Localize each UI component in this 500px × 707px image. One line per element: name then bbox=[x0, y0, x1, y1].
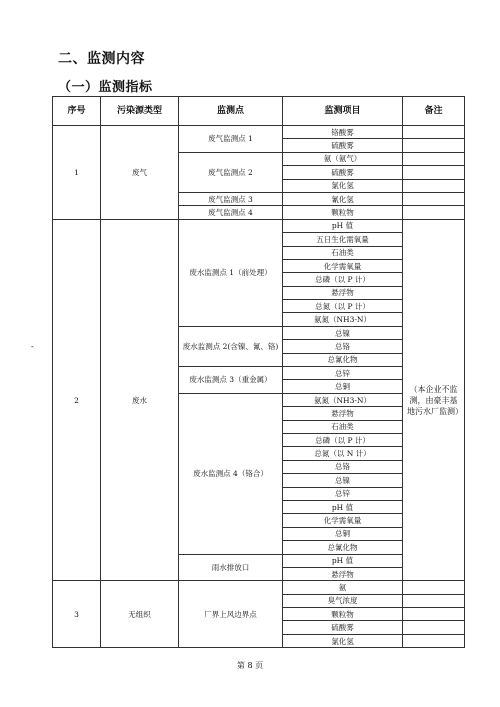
monitoring-item: pH 值 bbox=[283, 500, 403, 513]
monitoring-item: 总镍 bbox=[283, 474, 403, 487]
monitoring-item: 氯化氢 bbox=[283, 179, 403, 192]
monitoring-item: 石油类 bbox=[283, 420, 403, 433]
page-footer: 第 8 页 bbox=[236, 661, 264, 670]
pollution-source-type: 废气 bbox=[101, 126, 179, 220]
monitoring-point: 废气监测点 3 bbox=[179, 192, 283, 205]
monitoring-item: 氨 bbox=[283, 581, 403, 594]
monitoring-item: 总氮（以 P 计） bbox=[283, 300, 403, 313]
monitoring-item: 颗粒物 bbox=[283, 608, 403, 621]
monitoring-item: 总铬 bbox=[283, 460, 403, 473]
monitoring-point: 废气监测点 1 bbox=[179, 126, 283, 153]
monitoring-item: 总磷（以 P 计） bbox=[283, 273, 403, 286]
monitoring-point: 雨水排放口 bbox=[179, 554, 283, 581]
remark-empty bbox=[403, 594, 465, 607]
monitoring-item: 氯化氢 bbox=[283, 634, 403, 647]
monitoring-point: 废水监测点 2(含镍、氰、铬) bbox=[179, 326, 283, 366]
monitoring-point: 厂界上风边界点 bbox=[179, 581, 283, 648]
header-no: 序号 bbox=[53, 97, 101, 126]
monitoring-item: 悬浮物 bbox=[283, 407, 403, 420]
section-title: 二、监测内容 bbox=[58, 51, 145, 67]
monitoring-item: 化学需氧量 bbox=[283, 514, 403, 527]
monitoring-item: 总铬 bbox=[283, 340, 403, 353]
table-header-row bbox=[53, 97, 465, 126]
monitoring-point: 废气监测点 2 bbox=[179, 152, 283, 192]
header-monitoring-point: 监测点 bbox=[179, 97, 283, 126]
remark-empty bbox=[403, 192, 465, 205]
remark-empty bbox=[403, 126, 465, 139]
monitoring-item: 悬浮物 bbox=[283, 567, 403, 580]
remark-empty bbox=[403, 621, 465, 634]
monitoring-point: 废水监测点 3（重金属） bbox=[179, 367, 283, 394]
monitoring-item: 硫酸雾 bbox=[283, 621, 403, 634]
remark-empty bbox=[403, 634, 465, 647]
monitoring-item: 氨氮（NH3-N） bbox=[283, 393, 403, 406]
remark-empty bbox=[403, 152, 465, 165]
monitoring-item: 总铜 bbox=[283, 380, 403, 393]
monitoring-item: 总锌 bbox=[283, 367, 403, 380]
monitoring-item: pH 值 bbox=[283, 219, 403, 232]
monitoring-item: 五日生化需氧量 bbox=[283, 233, 403, 246]
remark-empty bbox=[403, 206, 465, 219]
monitoring-item: 总铜 bbox=[283, 527, 403, 540]
monitoring-item: 氨（氨气） bbox=[283, 152, 403, 165]
table-row bbox=[53, 581, 465, 594]
remark-empty bbox=[403, 608, 465, 621]
remark-empty bbox=[403, 139, 465, 152]
monitoring-item: 悬浮物 bbox=[283, 286, 403, 299]
group-number: 3 bbox=[53, 581, 101, 648]
monitoring-item: 总锌 bbox=[283, 487, 403, 500]
monitoring-item: 总氰化物 bbox=[283, 353, 403, 366]
header-remark: 备注 bbox=[403, 97, 465, 126]
monitoring-item: 总氰化物 bbox=[283, 541, 403, 554]
pollution-source-type: 废水 bbox=[101, 219, 179, 581]
monitoring-item: pH 值 bbox=[283, 554, 403, 567]
monitoring-item: 硫酸雾 bbox=[283, 139, 403, 152]
monitoring-item: 化学需氧量 bbox=[283, 259, 403, 272]
remark-empty bbox=[403, 581, 465, 594]
group-number: 1 bbox=[53, 126, 101, 220]
pollution-source-type: 无组织 bbox=[101, 581, 179, 648]
subsection-title: （一）监测指标 bbox=[58, 80, 153, 95]
remark-empty bbox=[403, 179, 465, 192]
monitoring-item: 颗粒物 bbox=[283, 206, 403, 219]
monitoring-item: 总氮（以 N 计） bbox=[283, 447, 403, 460]
header-source-type: 污染源类型 bbox=[101, 97, 179, 126]
group-number: 2 bbox=[53, 219, 101, 581]
monitoring-indicators-table bbox=[52, 96, 465, 648]
monitoring-item: 硫酸雾 bbox=[283, 166, 403, 179]
monitoring-item: 总镍 bbox=[283, 326, 403, 339]
monitoring-item: 总磷（以 P 计） bbox=[283, 433, 403, 446]
monitoring-item: 铬酸雾 bbox=[283, 126, 403, 139]
table-body bbox=[53, 126, 465, 648]
remark-empty bbox=[403, 166, 465, 179]
monitoring-point: 废水监测点 4（铬合） bbox=[179, 393, 283, 554]
monitoring-point: 废水监测点 1（前处理） bbox=[179, 219, 283, 326]
monitoring-item: 氨氮（NH3-N） bbox=[283, 313, 403, 326]
monitoring-item: 石油类 bbox=[283, 246, 403, 259]
monitoring-item: 氰化氢 bbox=[283, 192, 403, 205]
table-row bbox=[53, 126, 465, 139]
table-row bbox=[53, 219, 465, 232]
margin-mark: - bbox=[31, 342, 34, 351]
remark: （本企业不监测，由豪丰基地污水厂监测） bbox=[403, 219, 465, 581]
monitoring-point: 废气监测点 4 bbox=[179, 206, 283, 219]
header-monitoring-item: 监测项目 bbox=[283, 97, 403, 126]
monitoring-item: 臭气浓度 bbox=[283, 594, 403, 607]
